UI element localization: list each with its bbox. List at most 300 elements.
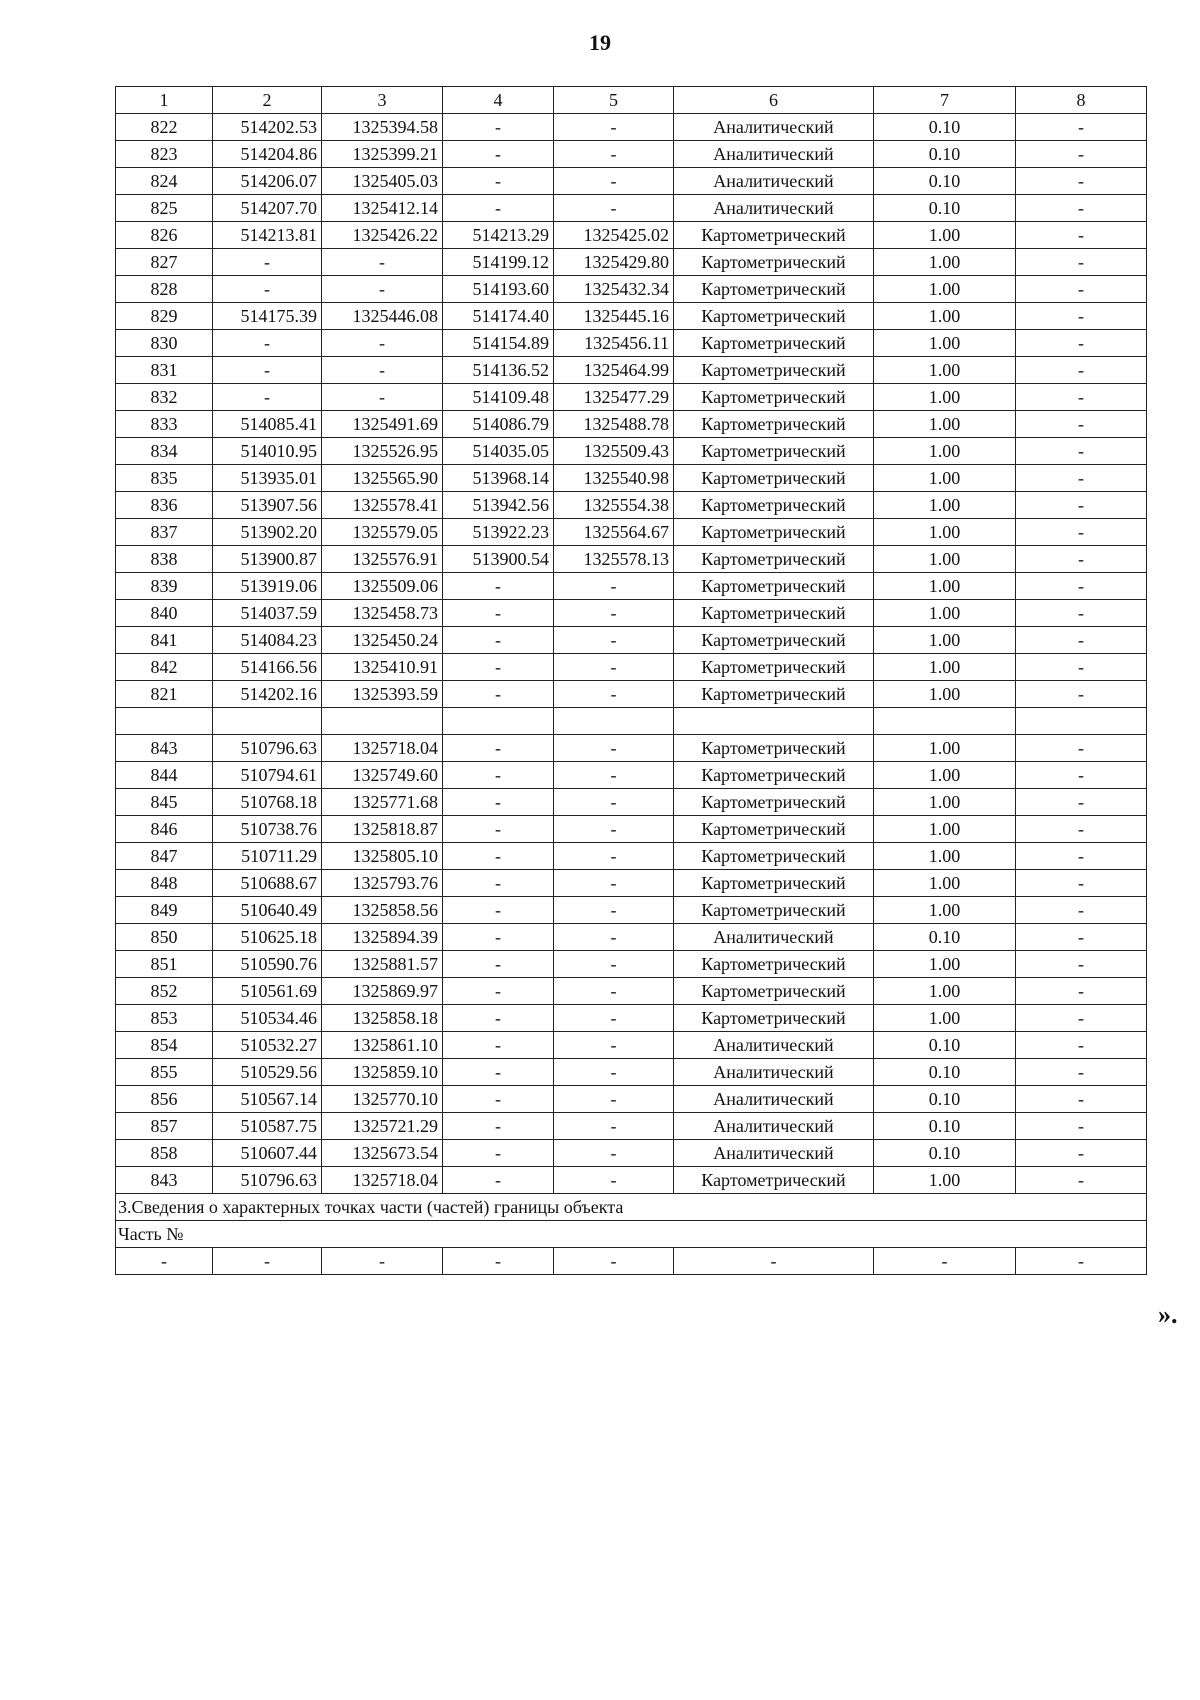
table-row [116,492,1147,519]
table-cell: - [443,897,554,924]
table-cell: - [1016,438,1147,465]
table-cell: 514207.70 [213,195,322,222]
table-cell: 1325805.10 [322,843,443,870]
table-cell: 1.00 [874,681,1016,708]
table-cell: - [554,951,674,978]
table-cell: 1325399.21 [322,141,443,168]
table-cell: 0.10 [874,195,1016,222]
table-row [116,357,1147,384]
table-cell: 1.00 [874,816,1016,843]
table-cell: 1.00 [874,870,1016,897]
table-cell: - [554,1059,674,1086]
table-cell: - [1016,735,1147,762]
table-cell: - [554,1140,674,1167]
table-cell: 7 [874,87,1016,114]
table-cell: - [1016,816,1147,843]
table-cell: - [213,1248,322,1275]
table-cell: 828 [116,276,213,303]
table-cell: 1.00 [874,654,1016,681]
closing-quote-mark: ». [1158,1300,1178,1329]
table-cell: 1.00 [874,330,1016,357]
table-cell: 1325869.97 [322,978,443,1005]
table-cell: Картометрический [674,1005,874,1032]
table-cell: - [443,600,554,627]
table-cell: 513968.14 [443,465,554,492]
table-cell: Картометрический [674,330,874,357]
table-cell: 1325412.14 [322,195,443,222]
table-cell: 1325578.41 [322,492,443,519]
table-cell: 1325425.02 [554,222,674,249]
table-cell: - [1016,762,1147,789]
table-cell: - [1016,573,1147,600]
table-cell: - [443,1248,554,1275]
table-cell: 1325446.08 [322,303,443,330]
table-cell: 829 [116,303,213,330]
table-cell: - [443,978,554,1005]
table-cell: 510768.18 [213,789,322,816]
table-cell: 850 [116,924,213,951]
table-cell: - [116,1248,213,1275]
table-row [116,141,1147,168]
table-cell: 0.10 [874,141,1016,168]
table-cell: 510607.44 [213,1140,322,1167]
table-cell: 0.10 [874,1086,1016,1113]
table-cell: Картометрический [674,465,874,492]
table-cell [116,708,213,735]
table-cell: - [443,924,554,951]
table-cell: 833 [116,411,213,438]
table-cell: 841 [116,627,213,654]
table-cell: 824 [116,168,213,195]
table-cell: - [1016,330,1147,357]
table-cell: - [1016,870,1147,897]
table-cell: - [1016,978,1147,1005]
table-cell: - [443,681,554,708]
table-cell: 1325578.13 [554,546,674,573]
table-cell: Картометрический [674,546,874,573]
table-cell: - [1016,492,1147,519]
table-cell: 514010.95 [213,438,322,465]
table-cell: 1325858.18 [322,1005,443,1032]
table-cell: 510590.76 [213,951,322,978]
table-cell: - [1016,600,1147,627]
table-cell: 510532.27 [213,1032,322,1059]
table-cell: Аналитический [674,195,874,222]
table-cell [1016,708,1147,735]
table-cell: 834 [116,438,213,465]
table-cell: 514086.79 [443,411,554,438]
table-cell: 1.00 [874,1005,1016,1032]
table-cell: 1.00 [874,222,1016,249]
table-cell: 832 [116,384,213,411]
table-cell: - [554,843,674,870]
table-cell: Картометрический [674,870,874,897]
table-cell [554,708,674,735]
table-cell: 839 [116,573,213,600]
table-cell: 514084.23 [213,627,322,654]
table-cell: 1325456.11 [554,330,674,357]
table-cell: 1325432.34 [554,276,674,303]
table-cell: 5 [554,87,674,114]
table-cell: 1.00 [874,303,1016,330]
table-cell: Картометрический [674,357,874,384]
table-cell: 1.00 [874,384,1016,411]
table-cell: - [554,114,674,141]
table-row [116,519,1147,546]
table-row [116,573,1147,600]
table-cell: 514204.86 [213,141,322,168]
table-cell: - [1016,465,1147,492]
table-cell: - [443,1086,554,1113]
table-row [116,411,1147,438]
table-cell: 1325858.56 [322,897,443,924]
table-cell: - [443,789,554,816]
table-cell: 1325429.80 [554,249,674,276]
table-cell: - [213,357,322,384]
table-cell: 836 [116,492,213,519]
table-cell: 825 [116,195,213,222]
table-cell: - [554,1086,674,1113]
table-cell: 838 [116,546,213,573]
table-cell: Аналитический [674,1086,874,1113]
table-cell: 826 [116,222,213,249]
table-cell: 857 [116,1113,213,1140]
table-cell: 514193.60 [443,276,554,303]
table-cell: - [1016,951,1147,978]
table-cell: Картометрический [674,519,874,546]
table-cell: - [1016,1059,1147,1086]
table-cell: - [554,978,674,1005]
table-cell: - [443,195,554,222]
table-row [116,870,1147,897]
table-cell: Картометрический [674,681,874,708]
table-cell: 513900.54 [443,546,554,573]
table-row [116,1113,1147,1140]
table-row [116,465,1147,492]
table-cell: 1325894.39 [322,924,443,951]
table-row [116,654,1147,681]
table-cell: 848 [116,870,213,897]
table-cell [874,708,1016,735]
table-cell: Картометрический [674,222,874,249]
table-cell: 1325405.03 [322,168,443,195]
table-cell: - [322,357,443,384]
table-cell: Картометрический [674,573,874,600]
table-cell: 510794.61 [213,762,322,789]
table-cell: - [554,1167,674,1194]
table-cell: Картометрический [674,762,874,789]
table-cell: 1325445.16 [554,303,674,330]
table-cell: Картометрический [674,816,874,843]
table-cell: 510796.63 [213,1167,322,1194]
table-cell: - [1016,249,1147,276]
table-cell: 513935.01 [213,465,322,492]
table-cell: 1.00 [874,789,1016,816]
table-cell: 1325540.98 [554,465,674,492]
table-cell: - [1016,519,1147,546]
table-row [116,1059,1147,1086]
table-cell: Аналитический [674,114,874,141]
table-cell: 856 [116,1086,213,1113]
table-row [116,438,1147,465]
table-cell: 8 [1016,87,1147,114]
table-cell: - [1016,114,1147,141]
table-cell: 0.10 [874,168,1016,195]
table-cell: 1325509.43 [554,438,674,465]
table-cell: Картометрический [674,789,874,816]
table-cell: - [1016,1140,1147,1167]
table-cell: - [1016,168,1147,195]
table-cell: 0.10 [874,114,1016,141]
table-cell: - [554,141,674,168]
table-row [116,681,1147,708]
table-row [116,384,1147,411]
table-row [116,168,1147,195]
table-cell: 1 [116,87,213,114]
table-cell: - [554,195,674,222]
table-cell: 858 [116,1140,213,1167]
table-cell: Картометрический [674,897,874,924]
table-cell [213,708,322,735]
table-cell [674,708,874,735]
table-cell: 840 [116,600,213,627]
table-row [116,114,1147,141]
table-cell: - [1016,897,1147,924]
table-cell: - [554,1032,674,1059]
table-cell: 514166.56 [213,654,322,681]
table-cell: 1325771.68 [322,789,443,816]
table-cell: 846 [116,816,213,843]
table-cell: 510711.29 [213,843,322,870]
table-cell: 1325554.38 [554,492,674,519]
table-cell: 843 [116,1167,213,1194]
table-cell: - [213,330,322,357]
table-cell: - [443,762,554,789]
table-cell: Аналитический [674,1059,874,1086]
table-cell: Картометрический [674,843,874,870]
table-cell: - [443,1005,554,1032]
table-cell: 837 [116,519,213,546]
table-cell: 510625.18 [213,924,322,951]
table-cell: - [443,1113,554,1140]
table-row [116,222,1147,249]
table-cell: - [1016,924,1147,951]
table-cell: - [1016,1113,1147,1140]
table-cell: - [443,654,554,681]
table-cell: - [1016,1005,1147,1032]
table-cell: 1.00 [874,843,1016,870]
table-cell: 1.00 [874,492,1016,519]
table-cell: 822 [116,114,213,141]
table-cell: Картометрический [674,303,874,330]
table-cell: 1.00 [874,600,1016,627]
table-cell: 1325881.57 [322,951,443,978]
table-cell: 514154.89 [443,330,554,357]
table-cell: - [554,168,674,195]
table-cell: - [554,654,674,681]
table-cell: - [443,816,554,843]
table-cell: 1325526.95 [322,438,443,465]
table-cell: - [1016,1248,1147,1275]
table-cell: - [1016,357,1147,384]
table-cell: - [554,1005,674,1032]
table-row [116,735,1147,762]
table-row [116,1140,1147,1167]
table-row [116,330,1147,357]
table-cell: 852 [116,978,213,1005]
table-cell: - [443,168,554,195]
table-cell: Картометрический [674,249,874,276]
table-cell: 514035.05 [443,438,554,465]
table-cell: - [213,276,322,303]
table-cell: Картометрический [674,735,874,762]
table-cell: 1325718.04 [322,1167,443,1194]
table-cell: - [1016,1086,1147,1113]
table-cell: - [322,276,443,303]
table-cell: 510561.69 [213,978,322,1005]
table-cell: Аналитический [674,168,874,195]
table-cell: 847 [116,843,213,870]
table-cell: 0.10 [874,924,1016,951]
table-cell: 510587.75 [213,1113,322,1140]
table-cell: 827 [116,249,213,276]
table-cell: 0.10 [874,1032,1016,1059]
table-cell: - [1016,303,1147,330]
table-cell: 1325509.06 [322,573,443,600]
table-cell: - [213,249,322,276]
table-cell: Картометрический [674,600,874,627]
table-row [116,303,1147,330]
table-cell: - [443,114,554,141]
table-row [116,762,1147,789]
table-cell: 510567.14 [213,1086,322,1113]
table-cell: 1325861.10 [322,1032,443,1059]
table-cell: 514213.81 [213,222,322,249]
table-cell: 1325718.04 [322,735,443,762]
table-row [116,627,1147,654]
table-row [116,708,1147,735]
table-row [116,843,1147,870]
table-body [116,87,1147,1275]
table-cell: 513902.20 [213,519,322,546]
table-cell: - [1016,627,1147,654]
table-cell: 1.00 [874,546,1016,573]
table-cell: 514037.59 [213,600,322,627]
table-cell: 1325721.29 [322,1113,443,1140]
table-row [116,1248,1147,1275]
table-cell: Картометрический [674,384,874,411]
table-cell: 510529.56 [213,1059,322,1086]
table-cell: - [1016,195,1147,222]
table-cell: - [554,789,674,816]
table-cell: 514109.48 [443,384,554,411]
table-cell: - [1016,1032,1147,1059]
table-row [116,195,1147,222]
table-cell: - [554,600,674,627]
table-row [116,276,1147,303]
table-row [116,924,1147,951]
table-cell: - [554,627,674,654]
table-cell: 830 [116,330,213,357]
table-cell: 514202.53 [213,114,322,141]
table-cell: - [443,573,554,600]
table-cell: 1.00 [874,897,1016,924]
table-cell: Картометрический [674,978,874,1005]
table-cell: 853 [116,1005,213,1032]
table-row [116,978,1147,1005]
table-cell: - [1016,384,1147,411]
table-cell: Картометрический [674,276,874,303]
table-cell: 1.00 [874,465,1016,492]
table-cell: 855 [116,1059,213,1086]
table-cell: - [1016,411,1147,438]
table-cell: 1325673.54 [322,1140,443,1167]
table-cell: Аналитический [674,141,874,168]
table-cell: 1.00 [874,1167,1016,1194]
table-row [116,1032,1147,1059]
table-cell: 1325859.10 [322,1059,443,1086]
table-cell: - [213,384,322,411]
table-cell: 514174.40 [443,303,554,330]
table-cell: 514199.12 [443,249,554,276]
table-cell: 513900.87 [213,546,322,573]
table-cell: - [443,870,554,897]
table-cell: 1.00 [874,249,1016,276]
table-cell: 1325393.59 [322,681,443,708]
boundary-points-table [115,86,1147,1275]
table-cell: - [322,330,443,357]
table-cell: 510640.49 [213,897,322,924]
table-cell: - [443,843,554,870]
table-cell: 1325576.91 [322,546,443,573]
table-cell: - [554,870,674,897]
table-cell: 1325749.60 [322,762,443,789]
table-cell: - [1016,546,1147,573]
table-header-row [116,87,1147,114]
table-cell: - [443,951,554,978]
table-cell: 514136.52 [443,357,554,384]
table-cell: Картометрический [674,1167,874,1194]
table-row [116,951,1147,978]
table-cell: 1.00 [874,978,1016,1005]
table-cell: 1.00 [874,627,1016,654]
page-number: 19 [589,30,611,55]
table-cell: - [674,1248,874,1275]
table-cell: 514213.29 [443,222,554,249]
table-cell: - [554,816,674,843]
table-cell: - [554,1248,674,1275]
table-cell: - [554,762,674,789]
table-cell: - [554,573,674,600]
table-cell: - [443,1140,554,1167]
table-cell: 1.00 [874,411,1016,438]
table-cell: 849 [116,897,213,924]
table-cell: Картометрический [674,951,874,978]
table-cell: 513907.56 [213,492,322,519]
table-cell: 1325410.91 [322,654,443,681]
table-cell: - [1016,654,1147,681]
table-cell: Картометрический [674,438,874,465]
table-cell: Аналитический [674,1140,874,1167]
table-cell: 0.10 [874,1140,1016,1167]
table-row [116,249,1147,276]
table-cell: Картометрический [674,492,874,519]
table-cell: - [1016,681,1147,708]
table-cell: 1.00 [874,357,1016,384]
table-cell: 514202.16 [213,681,322,708]
table-cell: 0.10 [874,1113,1016,1140]
table-cell: - [443,627,554,654]
